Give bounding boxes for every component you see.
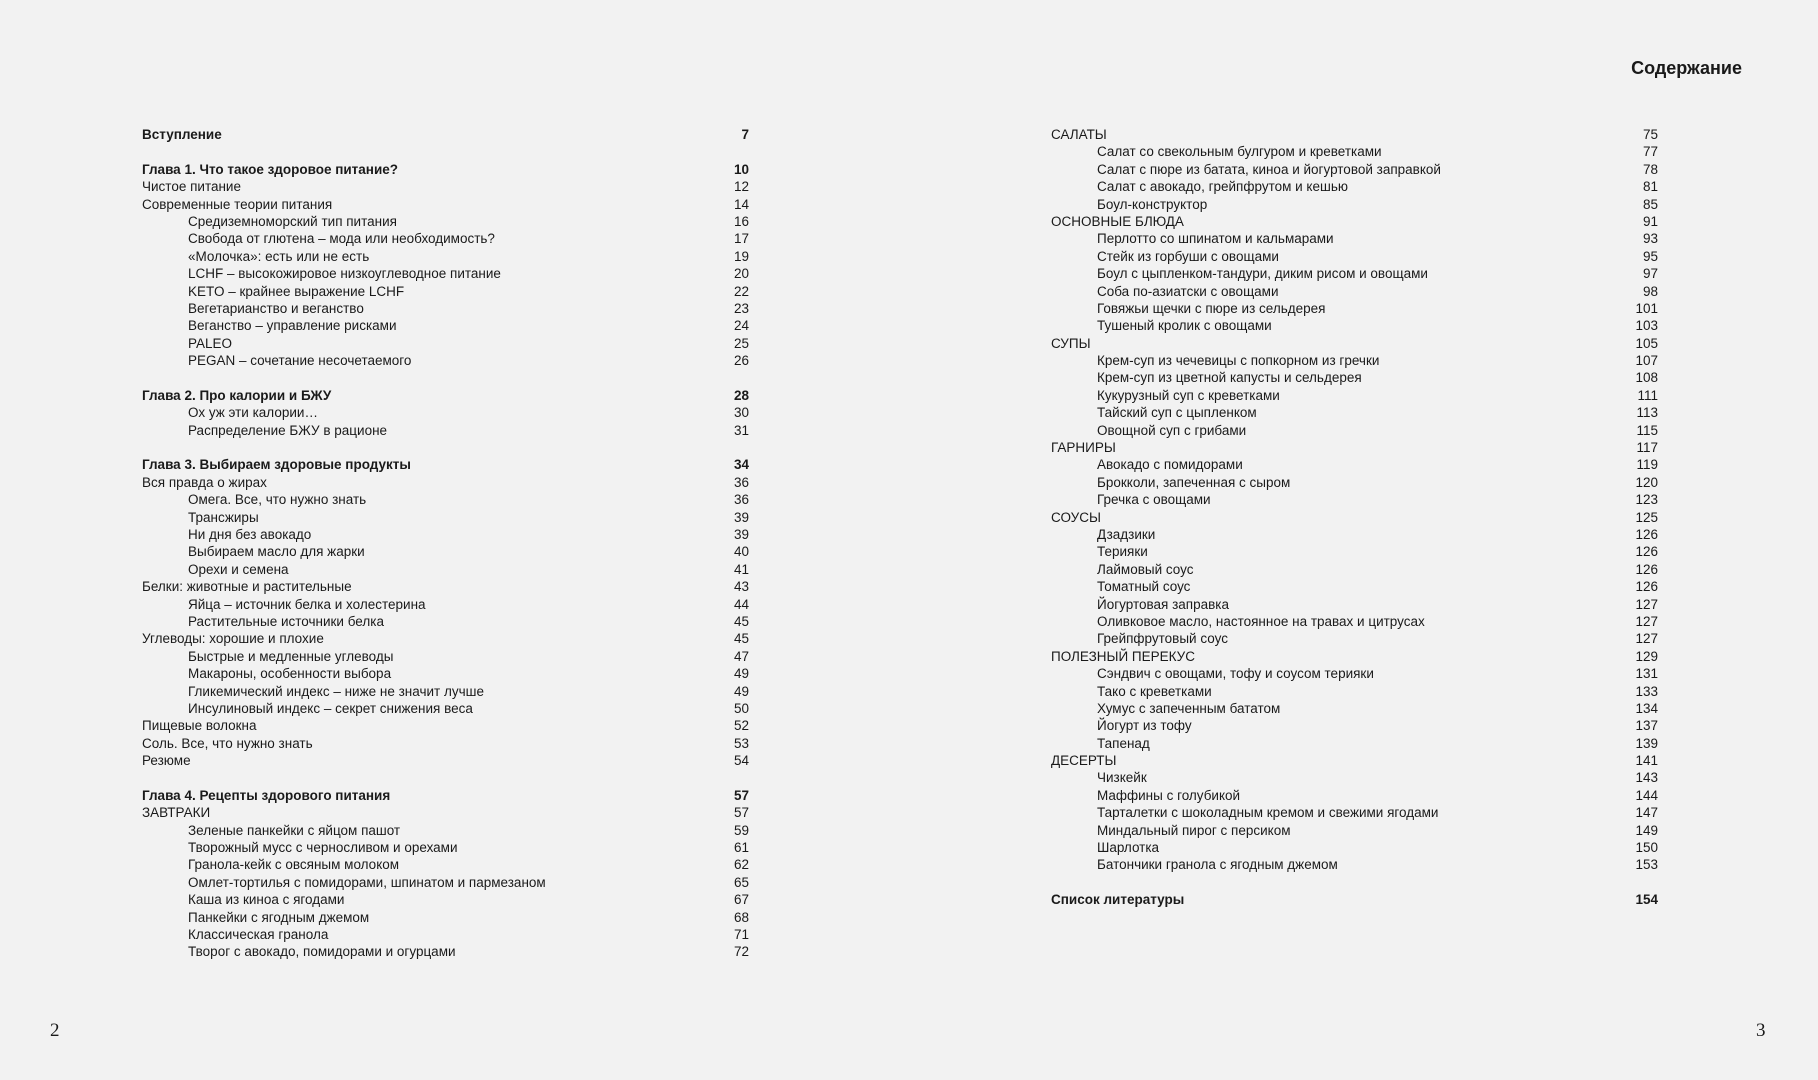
toc-entry-page: 19: [733, 248, 749, 264]
toc-entry-page: 24: [733, 318, 749, 334]
toc-subsection-entry[interactable]: [142, 283, 749, 300]
toc-subsection-entry[interactable]: [142, 317, 749, 334]
toc-entry-page: 98: [1642, 283, 1658, 299]
toc-subsection-entry[interactable]: [1051, 352, 1658, 369]
toc-entry-title: Шарлотка: [1097, 840, 1160, 856]
toc-subsection-entry[interactable]: [1051, 630, 1658, 647]
toc-entry-page: 45: [733, 631, 749, 647]
toc-entry-title: Крем-суп из цветной капусты и сельдерея: [1097, 370, 1362, 386]
toc-subsection-entry[interactable]: [1051, 822, 1658, 839]
toc-entry-title: СУПЫ: [1051, 335, 1091, 351]
toc-subsection-entry[interactable]: [1051, 404, 1658, 421]
toc-subsection-entry[interactable]: [1051, 230, 1658, 247]
toc-entry-page: 26: [733, 353, 749, 369]
toc-spacer: [142, 369, 749, 386]
toc-section-entry[interactable]: [1051, 439, 1658, 456]
toc-subsection-entry[interactable]: [1051, 369, 1658, 386]
toc-entry-page: 36: [733, 492, 749, 508]
toc-entry-page: 123: [1635, 492, 1658, 508]
toc-subsection-entry[interactable]: [142, 248, 749, 265]
toc-entry-page: 143: [1635, 770, 1658, 786]
toc-spacer: [142, 439, 749, 456]
toc-entry-title: Кукурузный суп с креветками: [1097, 387, 1280, 403]
toc-entry-page: 67: [733, 892, 749, 908]
toc-entry-page: 17: [733, 231, 749, 247]
toc-entry-page: 49: [733, 683, 749, 699]
toc-entry-title: Крем-суп из чечевицы с попкорном из гречки: [1097, 353, 1380, 369]
toc-entry-title: ДЕСЕРТЫ: [1051, 753, 1117, 769]
toc-subsection-entry[interactable]: [142, 352, 749, 369]
page-number-right: 3: [1756, 1020, 1766, 1041]
toc-entry-title: Вступление: [142, 127, 222, 142]
toc-entry-page: 150: [1635, 840, 1658, 856]
toc-entry-page: 39: [733, 526, 749, 542]
toc-entry-page: 107: [1635, 353, 1658, 369]
toc-subsection-entry[interactable]: [142, 526, 749, 543]
toc-entry-title: Оливковое масло, настоянное на травах и цитрусах: [1097, 613, 1425, 629]
toc-entry-title: Брокколи, запеченная с сыром: [1097, 474, 1291, 490]
toc-entry-title: Чизкейк: [1097, 770, 1147, 786]
toc-entry-title: Хумус с запеченным бататом: [1097, 700, 1281, 716]
toc-entry-title: Углеводы: хорошие и плохие: [142, 631, 324, 647]
toc-entry-title: Маффины с голубикой: [1097, 787, 1241, 803]
toc-subsection-entry[interactable]: [142, 491, 749, 508]
toc-entry-page: 59: [733, 822, 749, 838]
toc-entry-title: Пищевые волокна: [142, 718, 257, 734]
toc-entry-page: 133: [1635, 683, 1658, 699]
toc-entry-page: 134: [1635, 700, 1658, 716]
toc-entry-page: 139: [1635, 735, 1658, 751]
toc-entry-title: Соба по-азиатски с овощами: [1097, 283, 1279, 299]
toc-entry-page: 129: [1635, 648, 1658, 664]
toc-entry-title: Боул-конструктор: [1097, 196, 1208, 212]
toc-entry-title: ПОЛЕЗНЫЙ ПЕРЕКУС: [1051, 648, 1195, 664]
toc-entry-title: Растительные источники белка: [188, 613, 384, 629]
toc-subsection-entry[interactable]: [142, 700, 749, 717]
toc-entry-title: Яйца – источник белка и холестерина: [188, 596, 426, 612]
toc-entry-page: 144: [1635, 787, 1658, 803]
toc-spacer: [142, 143, 749, 160]
toc-entry-title: Каша из киноа с ягодами: [188, 892, 345, 908]
toc-entry-page: 14: [733, 196, 749, 212]
toc-entry-page: 111: [1637, 387, 1658, 403]
toc-entry-page: 45: [733, 613, 749, 629]
toc-subsection-entry[interactable]: [142, 683, 749, 700]
toc-subsection-entry[interactable]: [142, 613, 749, 630]
toc-subsection-entry[interactable]: [142, 561, 749, 578]
toc-entry-page: 50: [733, 700, 749, 716]
toc-entry-title: Список литературы: [1051, 892, 1185, 908]
toc-entry-page: 127: [1635, 596, 1658, 612]
toc-entry-title: Вегетарианство и веганство: [188, 300, 364, 316]
toc-entry-title: Инсулиновый индекс – секрет снижения веса: [188, 700, 473, 716]
toc-entry-page: 22: [733, 283, 749, 299]
toc-entry-title: Томатный соус: [1097, 579, 1191, 595]
toc-entry-title: Овощной суп с грибами: [1097, 422, 1247, 438]
toc-chapter-entry[interactable]: [142, 787, 749, 804]
toc-entry-title: Зеленые панкейки с яйцом пашот: [188, 822, 401, 838]
toc-subsection-entry[interactable]: [1051, 787, 1658, 804]
toc-entry-title: Авокадо с помидорами: [1097, 457, 1243, 473]
toc-entry-title: Тайский суп с цыпленком: [1097, 405, 1257, 421]
toc-entry-page: 12: [733, 179, 749, 195]
toc-entry-title: Гликемический индекс – ниже не значит лучше: [188, 683, 484, 699]
toc-entry-title: Тушеный кролик с овощами: [1097, 318, 1272, 334]
toc-subsection-entry[interactable]: [1051, 456, 1658, 473]
toc-entry-page: 53: [733, 735, 749, 751]
toc-subsection-entry[interactable]: [142, 543, 749, 560]
toc-subsection-entry[interactable]: [1051, 178, 1658, 195]
toc-subsection-entry[interactable]: [1051, 578, 1658, 595]
toc-subsection-entry[interactable]: [1051, 804, 1658, 821]
toc-entry-title: Глава 1. Что такое здоровое питание?: [142, 161, 398, 177]
toc-entry-title: ЗАВТРАКИ: [142, 805, 211, 821]
toc-entry-page: 154: [1635, 892, 1658, 908]
toc-entry-page: 52: [733, 718, 749, 734]
toc-entry-page: 54: [733, 753, 749, 769]
toc-entry-page: 57: [733, 787, 749, 803]
toc-section-entry[interactable]: [142, 474, 749, 491]
toc-section-entry[interactable]: [142, 578, 749, 595]
toc-entry-page: 7: [741, 127, 749, 142]
toc-entry-title: Вся правда о жирах: [142, 474, 267, 490]
toc-entry-page: 20: [733, 266, 749, 282]
toc-subsection-entry[interactable]: [1051, 196, 1658, 213]
toc-subsection-entry[interactable]: [142, 943, 749, 960]
toc-entry-title: PEGAN – сочетание несочетаемого: [188, 353, 412, 369]
toc-entry-title: Белки: животные и растительные: [142, 579, 352, 595]
toc-entry-page: 91: [1642, 213, 1658, 229]
toc-entry-page: 120: [1635, 474, 1658, 490]
toc-entry-page: 71: [733, 926, 749, 942]
toc-entry-title: Салат с пюре из батата, киноа и йогуртовой заправкой: [1097, 161, 1441, 177]
toc-subsection-entry[interactable]: [1051, 735, 1658, 752]
toc-entry-title: Тарталетки с шоколадным кремом и свежими ягодами: [1097, 805, 1439, 821]
toc-section-entry[interactable]: [142, 178, 749, 195]
toc-chapter-entry[interactable]: [142, 161, 749, 178]
toc-subsection-entry[interactable]: [1051, 526, 1658, 543]
toc-entry-title: Глава 2. Про калории и БЖУ: [142, 387, 332, 403]
toc-entry-page: 36: [733, 474, 749, 490]
toc-entry-title: Миндальный пирог с персиком: [1097, 822, 1291, 838]
toc-entry-title: Йогуртовая заправка: [1097, 596, 1229, 612]
toc-entry-page: 119: [1636, 457, 1658, 473]
toc-entry-title: Лаймовый соус: [1097, 561, 1194, 577]
toc-entry-page: 75: [1642, 127, 1658, 142]
toc-entry-title: Быстрые и медленные углеводы: [188, 648, 394, 664]
toc-entry-page: 126: [1635, 526, 1658, 542]
toc-entry-page: 23: [733, 300, 749, 316]
toc-subsection-entry[interactable]: [142, 822, 749, 839]
toc-entry-page: 28: [733, 387, 749, 403]
page-title: Содержание: [1631, 58, 1742, 78]
toc-entry-title: Свобода от глютена – мода или необходимость?: [188, 231, 495, 247]
toc-entry-page: 78: [1642, 161, 1658, 177]
toc-entry-title: Тако с креветками: [1097, 683, 1212, 699]
toc-entry-title: Дзадзики: [1097, 526, 1156, 542]
toc-subsection-entry[interactable]: [1051, 248, 1658, 265]
toc-entry-title: Чистое питание: [142, 179, 241, 195]
toc-subsection-entry[interactable]: [142, 335, 749, 352]
toc-subsection-entry[interactable]: [142, 839, 749, 856]
toc-entry-title: Панкейки с ягодным джемом: [188, 909, 370, 925]
toc-subsection-entry[interactable]: [1051, 543, 1658, 560]
toc-chapter-entry[interactable]: [1051, 891, 1658, 908]
toc-entry-page: 103: [1635, 318, 1658, 334]
toc-entry-page: 10: [733, 161, 749, 177]
toc-subsection-entry[interactable]: [1051, 161, 1658, 178]
toc-subsection-entry[interactable]: [142, 648, 749, 665]
toc-entry-page: 153: [1635, 857, 1658, 873]
toc-entry-title: PALEO: [188, 335, 233, 351]
toc-section-entry[interactable]: [142, 630, 749, 647]
toc-subsection-entry[interactable]: [142, 422, 749, 439]
toc-entry-page: 41: [733, 561, 749, 577]
toc-entry-title: Терияки: [1097, 544, 1148, 560]
toc-subsection-entry[interactable]: [1051, 474, 1658, 491]
toc-entry-title: Творог с авокадо, помидорами и огурцами: [188, 944, 456, 960]
toc-section-entry[interactable]: [142, 735, 749, 752]
toc-entry-page: 126: [1635, 579, 1658, 595]
toc-entry-title: Творожный мусс с черносливом и орехами: [188, 840, 458, 856]
toc-entry-title: Средиземноморский тип питания: [188, 213, 397, 229]
toc-section-entry[interactable]: [1051, 335, 1658, 352]
toc-subsection-entry[interactable]: [1051, 856, 1658, 873]
toc-section-entry[interactable]: [1051, 648, 1658, 665]
toc-subsection-entry[interactable]: [1051, 561, 1658, 578]
toc-entry-title: Современные теории питания: [142, 196, 333, 212]
toc-section-entry[interactable]: [1051, 509, 1658, 526]
toc-entry-page: 57: [733, 805, 749, 821]
toc-subsection-entry[interactable]: [1051, 683, 1658, 700]
toc-subsection-entry[interactable]: [142, 856, 749, 873]
toc-left-column: [142, 126, 749, 961]
toc-section-entry[interactable]: [142, 804, 749, 821]
toc-entry-title: ГАРНИРЫ: [1051, 440, 1116, 456]
toc-subsection-entry[interactable]: [1051, 422, 1658, 439]
toc-subsection-entry[interactable]: [1051, 596, 1658, 613]
toc-entry-page: 40: [733, 544, 749, 560]
toc-entry-page: 43: [733, 579, 749, 595]
toc-entry-page: 31: [733, 422, 749, 438]
toc-section-entry[interactable]: [1051, 213, 1658, 230]
toc-section-entry[interactable]: [142, 752, 749, 769]
toc-entry-title: Глава 4. Рецепты здорового питания: [142, 787, 391, 803]
toc-entry-title: Тапенад: [1097, 735, 1150, 751]
toc-entry-title: Сэндвич с овощами, тофу и соусом терияки: [1097, 666, 1374, 682]
toc-entry-page: 101: [1635, 300, 1658, 316]
toc-subsection-entry[interactable]: [1051, 769, 1658, 786]
toc-entry-title: Орехи и семена: [188, 561, 289, 577]
toc-entry-title: KETO – крайнее выражение LCHF: [188, 283, 405, 299]
toc-entry-page: 16: [733, 213, 749, 229]
toc-entry-title: Стейк из горбуши с овощами: [1097, 248, 1279, 264]
toc-entry-page: 105: [1635, 335, 1658, 351]
toc-entry-page: 25: [733, 335, 749, 351]
toc-subsection-entry[interactable]: [142, 909, 749, 926]
toc-subsection-entry[interactable]: [142, 265, 749, 282]
toc-subsection-entry[interactable]: [1051, 700, 1658, 717]
toc-subsection-entry[interactable]: [1051, 317, 1658, 334]
toc-right-column: [1051, 126, 1658, 909]
toc-entry-page: 131: [1635, 666, 1658, 682]
toc-entry-page: 30: [733, 405, 749, 421]
toc-chapter-entry[interactable]: [142, 387, 749, 404]
toc-subsection-entry[interactable]: [1051, 143, 1658, 160]
toc-entry-title: Ох уж эти калории…: [188, 405, 318, 421]
toc-spacer: [142, 769, 749, 786]
toc-entry-title: Салат со свекольным булгуром и креветками: [1097, 144, 1382, 160]
toc-entry-title: ОСНОВНЫЕ БЛЮДА: [1051, 213, 1184, 229]
toc-entry-page: 149: [1635, 822, 1658, 838]
toc-subsection-entry[interactable]: [1051, 283, 1658, 300]
toc-entry-page: 126: [1635, 561, 1658, 577]
toc-entry-page: 62: [733, 857, 749, 873]
toc-entry-page: 115: [1636, 422, 1658, 438]
toc-entry-page: 65: [733, 874, 749, 890]
toc-subsection-entry[interactable]: [1051, 613, 1658, 630]
toc-entry-page: 72: [733, 944, 749, 960]
toc-section-entry[interactable]: [1051, 126, 1658, 143]
toc-section-entry[interactable]: [142, 717, 749, 734]
toc-entry-page: 34: [733, 457, 749, 473]
toc-subsection-entry[interactable]: [142, 404, 749, 421]
toc-entry-title: Резюме: [142, 753, 191, 769]
toc-entry-title: Гречка с овощами: [1097, 492, 1211, 508]
toc-entry-page: 47: [733, 648, 749, 664]
toc-entry-title: «Молочка»: есть или не есть: [188, 248, 370, 264]
toc-entry-title: Веганство – управление рисками: [188, 318, 397, 334]
toc-section-entry[interactable]: [142, 196, 749, 213]
toc-entry-title: LCHF – высокожировое низкоуглеводное питание: [188, 266, 501, 282]
toc-subsection-entry[interactable]: [142, 300, 749, 317]
toc-subsection-entry[interactable]: [142, 596, 749, 613]
toc-entry-title: Распределение БЖУ в рационе: [188, 422, 388, 438]
toc-entry-title: Говяжьи щечки с пюре из сельдерея: [1097, 300, 1326, 316]
toc-spacer: [1051, 874, 1658, 891]
toc-entry-page: 147: [1635, 805, 1658, 821]
toc-entry-page: 137: [1635, 718, 1658, 734]
page-number-left: 2: [50, 1020, 60, 1041]
toc-entry-page: 97: [1642, 266, 1658, 282]
toc-subsection-entry[interactable]: [1051, 717, 1658, 734]
toc-section-entry[interactable]: [1051, 752, 1658, 769]
toc-entry-title: Грейпфрутовый соус: [1097, 631, 1228, 647]
toc-entry-title: Глава 3. Выбираем здоровые продукты: [142, 457, 411, 473]
toc-entry-page: 127: [1635, 631, 1658, 647]
toc-entry-title: Ни дня без авокадо: [188, 526, 312, 542]
toc-subsection-entry[interactable]: [142, 230, 749, 247]
toc-entry-page: 113: [1636, 405, 1658, 421]
toc-entry-title: Омлет-тортилья с помидорами, шпинатом и пармезаном: [188, 874, 546, 890]
toc-entry-page: 49: [733, 666, 749, 682]
toc-entry-page: 77: [1642, 144, 1658, 160]
toc-entry-page: 44: [733, 596, 749, 612]
toc-subsection-entry[interactable]: [142, 509, 749, 526]
toc-entry-title: Выбираем масло для жарки: [188, 544, 365, 560]
toc-entry-title: Салат с авокадо, грейпфрутом и кешью: [1097, 179, 1348, 195]
toc-chapter-entry[interactable]: [142, 456, 749, 473]
toc-entry-title: Омега. Все, что нужно знать: [188, 492, 367, 508]
toc-subsection-entry[interactable]: [142, 665, 749, 682]
toc-entry-page: 85: [1642, 196, 1658, 212]
toc-subsection-entry[interactable]: [1051, 300, 1658, 317]
toc-entry-title: Гранола-кейк с овсяным молоком: [188, 857, 400, 873]
toc-entry-title: СОУСЫ: [1051, 509, 1101, 525]
toc-entry-page: 39: [733, 509, 749, 525]
toc-subsection-entry[interactable]: [142, 926, 749, 943]
toc-entry-page: 93: [1642, 231, 1658, 247]
toc-subsection-entry[interactable]: [142, 891, 749, 908]
toc-entry-title: Макароны, особенности выбора: [188, 666, 392, 682]
toc-subsection-entry[interactable]: [1051, 665, 1658, 682]
toc-entry-page: 127: [1635, 613, 1658, 629]
toc-entry-title: Батончики гранола с ягодным джемом: [1097, 857, 1338, 873]
toc-entry-page: 81: [1642, 179, 1658, 195]
toc-entry-title: Соль. Все, что нужно знать: [142, 735, 313, 751]
toc-subsection-entry[interactable]: [142, 874, 749, 891]
toc-chapter-entry[interactable]: [142, 126, 749, 143]
toc-subsection-entry[interactable]: [142, 213, 749, 230]
toc-entry-page: 61: [733, 840, 749, 856]
toc-entry-page: 125: [1635, 509, 1658, 525]
toc-subsection-entry[interactable]: [1051, 839, 1658, 856]
toc-entry-page: 117: [1636, 440, 1658, 456]
toc-entry-page: 95: [1642, 248, 1658, 264]
toc-entry-page: 126: [1635, 544, 1658, 560]
toc-subsection-entry[interactable]: [1051, 265, 1658, 282]
toc-subsection-entry[interactable]: [1051, 491, 1658, 508]
toc-subsection-entry[interactable]: [1051, 387, 1658, 404]
toc-entry-title: САЛАТЫ: [1051, 127, 1107, 142]
toc-entry-title: Трансжиры: [188, 509, 259, 525]
toc-entry-title: Классическая гранола: [188, 926, 329, 942]
toc-entry-page: 68: [733, 909, 749, 925]
toc-entry-page: 108: [1635, 370, 1658, 386]
toc-entry-title: Боул с цыпленком-тандури, диким рисом и овощами: [1097, 266, 1428, 282]
toc-entry-title: Йогурт из тофу: [1097, 718, 1192, 734]
toc-entry-page: 141: [1635, 753, 1658, 769]
toc-entry-title: Перлотто со шпинатом и кальмарами: [1097, 231, 1334, 247]
